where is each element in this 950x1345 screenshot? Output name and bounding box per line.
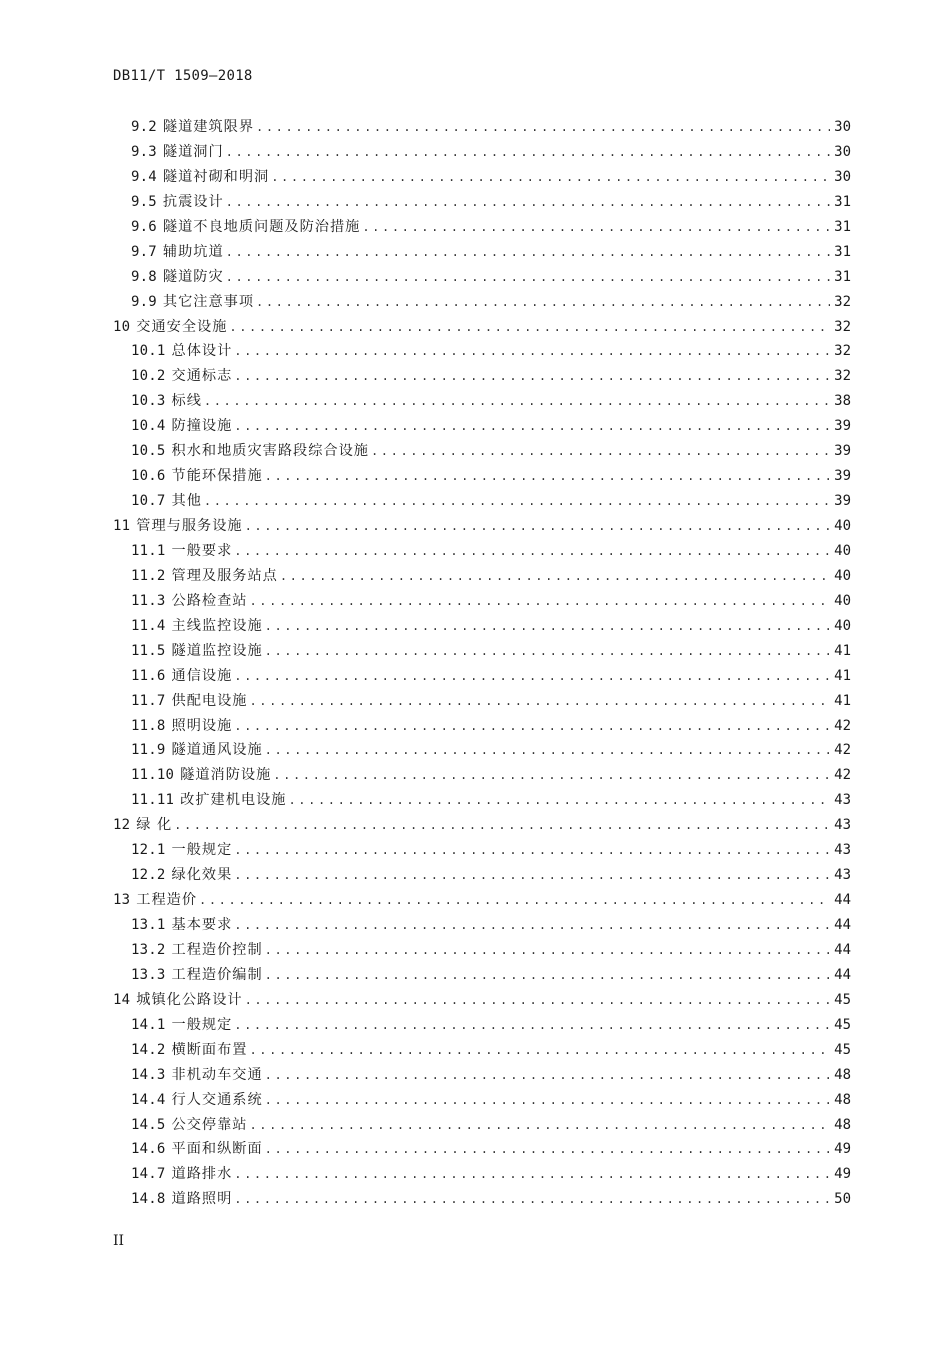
toc-dot-leader: [234, 419, 830, 433]
toc-entry-title: 工程造价编制: [171, 966, 263, 983]
toc-entry-number: 11.4: [131, 617, 166, 634]
toc-entry[interactable]: [113, 1163, 851, 1188]
toc-entry-title: 隧道通风设施: [171, 742, 263, 759]
toc-entry-number: 9.6: [131, 218, 157, 235]
toc-entry[interactable]: [113, 465, 851, 490]
toc-dot-leader: [229, 320, 830, 334]
toc-entry[interactable]: [113, 166, 851, 191]
toc-dot-leader: [288, 793, 830, 807]
toc-dot-leader: [234, 843, 830, 857]
toc-entry-title: 一般规定: [171, 842, 233, 859]
toc-entry[interactable]: [113, 316, 851, 341]
toc-entry-number: 14.6: [131, 1141, 166, 1158]
toc-entry-number: 14.3: [131, 1066, 166, 1083]
toc-entry-page: 31: [834, 243, 851, 260]
toc-entry[interactable]: [113, 291, 851, 316]
toc-entry[interactable]: [113, 191, 851, 216]
toc-entry-page: 40: [834, 592, 851, 609]
toc-entry-title: 其他: [171, 493, 202, 510]
page-number-footer: II: [113, 1233, 125, 1249]
toc-entry-number: 11.10: [131, 767, 175, 784]
toc-dot-leader: [234, 1167, 830, 1181]
toc-dot-leader: [249, 694, 830, 708]
toc-entry[interactable]: [113, 939, 851, 964]
toc-entry-number: 12.1: [131, 842, 166, 859]
toc-dot-leader: [265, 743, 830, 757]
toc-entry-page: 43: [834, 842, 851, 859]
toc-entry-page: 44: [834, 941, 851, 958]
toc-entry-page: 30: [834, 119, 851, 135]
toc-entry[interactable]: [113, 914, 851, 939]
toc-entry-number: 14.1: [131, 1016, 166, 1033]
toc-entry-number: 10.6: [131, 468, 166, 485]
toc-dot-leader: [245, 519, 830, 533]
toc-entry-title: 总体设计: [171, 343, 233, 360]
toc-entry-title: 防撞设施: [171, 418, 233, 435]
toc-entry-page: 32: [834, 368, 851, 385]
toc-entry-title: 隧道洞门: [162, 143, 224, 160]
toc-entry[interactable]: [113, 615, 851, 640]
toc-entry-title: 基本要求: [171, 917, 233, 933]
toc-entry-title: 管理及服务站点: [171, 567, 278, 584]
toc-entry-title: 绿 化: [136, 817, 173, 834]
toc-dot-leader: [265, 644, 830, 658]
toc-entry[interactable]: [113, 590, 851, 615]
toc-entry-page: 32: [834, 293, 851, 310]
toc-entry-page: 38: [834, 393, 851, 410]
toc-entry[interactable]: [113, 1089, 851, 1114]
toc-entry-page: 41: [834, 667, 851, 684]
toc-entry-page: 42: [834, 742, 851, 759]
toc-entry-title: 辅助坑道: [162, 243, 224, 260]
toc-entry[interactable]: [113, 889, 851, 914]
toc-dot-leader: [249, 594, 830, 608]
toc-dot-leader: [273, 768, 830, 782]
toc-entry-page: 31: [834, 218, 851, 235]
toc-entry[interactable]: [113, 1064, 851, 1089]
toc-entry-page: 49: [834, 1166, 851, 1183]
toc-entry-page: 43: [834, 817, 851, 834]
toc-entry[interactable]: [113, 1014, 851, 1039]
toc-entry-title: 一般要求: [171, 542, 233, 559]
toc-entry-title: 交通安全设施: [136, 318, 228, 335]
toc-dot-leader: [226, 270, 830, 284]
toc-dot-leader: [226, 245, 830, 259]
toc-dot-leader: [204, 494, 830, 508]
toc-entry-title: 工程造价控制: [171, 941, 263, 958]
toc-dot-leader: [256, 295, 830, 309]
toc-entry-title: 隧道不良地质问题及防治措施: [162, 218, 361, 235]
toc-entry-page: 40: [834, 542, 851, 559]
toc-entry[interactable]: [113, 665, 851, 690]
toc-entry-page: 43: [834, 867, 851, 884]
toc-entry-title: 行人交通系统: [171, 1091, 263, 1108]
toc-dot-leader: [265, 1068, 830, 1082]
toc-entry-title: 一般规定: [171, 1016, 233, 1033]
toc-entry-number: 14: [113, 991, 131, 1008]
toc-entry-title: 积水和地质灾害路段综合设施: [171, 443, 369, 460]
toc-entry-number: 11.6: [131, 667, 166, 684]
toc-dot-leader: [199, 893, 830, 907]
toc-entry-number: 9.9: [131, 293, 157, 310]
toc-entry-number: 11.3: [131, 592, 166, 609]
toc-dot-leader: [234, 918, 830, 932]
toc-entry-number: 14.2: [131, 1041, 166, 1058]
toc-entry-page: 48: [834, 1066, 851, 1083]
toc-entry-number: 9.8: [131, 268, 157, 285]
toc-entry-title: 标线: [171, 393, 202, 410]
toc-entry-page: 40: [834, 617, 851, 634]
toc-entry-page: 30: [834, 168, 851, 185]
toc-entry-number: 10: [113, 318, 131, 335]
toc-entry-number: 10.3: [131, 393, 166, 410]
toc-entry-page: 45: [834, 1016, 851, 1033]
toc-entry-title: 供配电设施: [171, 692, 248, 709]
toc-entry-title: 隧道监控设施: [171, 642, 263, 659]
toc-entry[interactable]: [113, 864, 851, 889]
toc-entry-number: 9.4: [131, 168, 157, 185]
toc-entry-title: 改扩建机电设施: [180, 792, 287, 809]
toc-entry-number: 10.2: [131, 368, 166, 385]
toc-entry[interactable]: [113, 1039, 851, 1064]
toc-dot-leader: [226, 195, 830, 209]
toc-entry[interactable]: [113, 764, 851, 789]
toc-entry-page: 43: [834, 792, 851, 809]
toc-dot-leader: [234, 669, 830, 683]
toc-dot-leader: [265, 1093, 830, 1107]
toc-entry-page: 31: [834, 268, 851, 285]
toc-entry-page: 42: [834, 717, 851, 734]
toc-dot-leader: [265, 1142, 830, 1156]
toc-entry-page: 44: [834, 892, 851, 909]
toc-dot-leader: [174, 818, 830, 832]
toc-entry-title: 主线监控设施: [171, 617, 263, 634]
toc-dot-leader: [265, 968, 830, 982]
toc-entry-page: 32: [834, 343, 851, 360]
toc-entry-title: 抗震设计: [162, 193, 224, 210]
toc-entry-page: 41: [834, 692, 851, 709]
toc-entry-number: 14.8: [131, 1191, 166, 1208]
toc-dot-leader: [234, 369, 830, 383]
toc-entry-title: 道路排水: [171, 1166, 233, 1183]
toc-entry-number: 13: [113, 892, 131, 909]
toc-entry[interactable]: [113, 216, 851, 241]
toc-entry-number: 11.11: [131, 792, 175, 809]
toc-entry-page: 39: [834, 443, 851, 460]
toc-entry[interactable]: [113, 365, 851, 390]
toc-entry-page: 50: [834, 1191, 851, 1208]
toc-entry-number: 13.2: [131, 941, 166, 958]
toc-entry-title: 照明设施: [171, 717, 233, 734]
document-code-header: DB11/T 1509—2018: [113, 68, 253, 84]
toc-dot-leader: [249, 1043, 830, 1057]
toc-entry-number: 11.7: [131, 692, 166, 709]
toc-entry[interactable]: [113, 440, 851, 465]
toc-entry-number: 10.7: [131, 493, 166, 510]
toc-entry[interactable]: [113, 1188, 851, 1213]
toc-entry-page: 45: [834, 1041, 851, 1058]
toc-dot-leader: [256, 120, 830, 134]
toc-entry[interactable]: [113, 839, 851, 864]
toc-entry[interactable]: [113, 415, 851, 440]
toc-entry-page: 39: [834, 493, 851, 510]
toc-entry-number: 13.3: [131, 966, 166, 983]
toc-entry-page: 40: [834, 567, 851, 584]
toc-entry-title: 城镇化公路设计: [136, 991, 243, 1008]
toc-entry[interactable]: [113, 1138, 851, 1163]
toc-entry-number: 11: [113, 518, 131, 534]
toc-entry[interactable]: [113, 565, 851, 590]
toc-entry-page: 42: [834, 767, 851, 784]
toc-dot-leader: [265, 943, 830, 957]
toc-dot-leader: [265, 469, 830, 483]
toc-entry-page: 30: [834, 143, 851, 160]
toc-entry-title: 节能环保措施: [171, 468, 263, 485]
toc-entry-page: 39: [834, 418, 851, 435]
toc-entry[interactable]: [113, 1114, 851, 1139]
toc-dot-leader: [226, 145, 830, 159]
toc-entry-number: 14.7: [131, 1166, 166, 1183]
toc-entry-title: 管理与服务设施: [136, 518, 243, 534]
toc-entry-title: 公路检查站: [171, 592, 248, 609]
toc-entry[interactable]: [113, 490, 851, 515]
toc-dot-leader: [234, 719, 830, 733]
toc-entry[interactable]: [113, 640, 851, 665]
toc-entry[interactable]: [113, 964, 851, 989]
toc-entry-page: 48: [834, 1091, 851, 1108]
toc-dot-leader: [280, 569, 830, 583]
toc-entry-number: 14.5: [131, 1116, 166, 1133]
toc-entry-title: 非机动车交通: [171, 1066, 263, 1083]
toc-entry-page: 45: [834, 991, 851, 1008]
toc-entry[interactable]: [113, 690, 851, 715]
toc-dot-leader: [245, 993, 830, 1007]
toc-entry-title: 隧道衬砌和明洞: [162, 168, 270, 185]
toc-entry[interactable]: [113, 390, 851, 415]
toc-entry-number: 10.1: [131, 343, 166, 360]
toc-entry[interactable]: [113, 715, 851, 740]
toc-entry-page: 31: [834, 193, 851, 210]
toc-entry-number: 9.5: [131, 193, 157, 210]
toc-entry[interactable]: [113, 814, 851, 839]
toc-entry-number: 13.1: [131, 917, 166, 933]
toc-entry[interactable]: [113, 540, 851, 565]
toc-entry-number: 11.1: [131, 542, 166, 559]
toc-entry-title: 公交停靠站: [171, 1116, 248, 1133]
toc-entry-page: 44: [834, 966, 851, 983]
toc-dot-leader: [234, 868, 830, 882]
toc-dot-leader: [362, 220, 830, 234]
toc-dot-leader: [371, 444, 830, 458]
toc-entry-title: 交通标志: [171, 368, 233, 385]
toc-entry-number: 10.4: [131, 418, 166, 435]
toc-entry-number: 14.4: [131, 1091, 166, 1108]
toc-entry-page: 48: [834, 1116, 851, 1133]
toc-entry-page: 41: [834, 642, 851, 659]
toc-dot-leader: [271, 170, 830, 184]
toc-entry-number: 10.5: [131, 443, 166, 460]
toc-entry[interactable]: [113, 515, 851, 540]
toc-entry-page: 39: [834, 468, 851, 485]
toc-dot-leader: [234, 344, 830, 358]
toc-entry-page: 32: [834, 318, 851, 335]
toc-entry-number: 11.8: [131, 717, 166, 734]
toc-entry-number: 11.2: [131, 567, 166, 584]
toc-entry-number: 9.2: [131, 119, 157, 135]
toc-entry-title: 隧道消防设施: [180, 767, 272, 784]
toc-entry-number: 11.5: [131, 642, 166, 659]
toc-entry[interactable]: [113, 340, 851, 365]
toc-dot-leader: [234, 1018, 830, 1032]
toc-entry-page: 44: [834, 917, 851, 933]
toc-dot-leader: [234, 544, 830, 558]
toc-entry-title: 其它注意事项: [162, 293, 255, 310]
toc-entry-title: 绿化效果: [171, 867, 233, 884]
toc-entry-number: 9.3: [131, 143, 157, 160]
toc-entry[interactable]: [113, 739, 851, 764]
toc-entry-title: 通信设施: [171, 667, 233, 684]
toc-dot-leader: [204, 394, 830, 408]
toc-entry[interactable]: [113, 116, 851, 141]
toc-entry-page: 40: [834, 518, 851, 534]
toc-entry[interactable]: [113, 789, 851, 814]
toc-entry-title: 平面和纵断面: [171, 1141, 263, 1158]
toc-entry-number: 9.7: [131, 243, 157, 260]
toc-entry[interactable]: [113, 141, 851, 166]
table-of-contents: [113, 116, 851, 1213]
toc-entry[interactable]: [113, 989, 851, 1014]
toc-dot-leader: [234, 1192, 830, 1206]
toc-entry-title: 横断面布置: [171, 1041, 248, 1058]
toc-dot-leader: [249, 1118, 830, 1132]
toc-entry-title: 隧道建筑限界: [162, 119, 255, 135]
toc-entry-title: 道路照明: [171, 1191, 233, 1208]
toc-entry-number: 12.2: [131, 867, 166, 884]
toc-entry[interactable]: [113, 266, 851, 291]
toc-entry-number: 12: [113, 817, 131, 834]
toc-entry-number: 11.9: [131, 742, 166, 759]
toc-entry-page: 49: [834, 1141, 851, 1158]
toc-dot-leader: [265, 619, 830, 633]
toc-entry-title: 工程造价: [136, 892, 198, 909]
toc-entry-title: 隧道防灾: [162, 268, 224, 285]
toc-entry[interactable]: [113, 241, 851, 266]
